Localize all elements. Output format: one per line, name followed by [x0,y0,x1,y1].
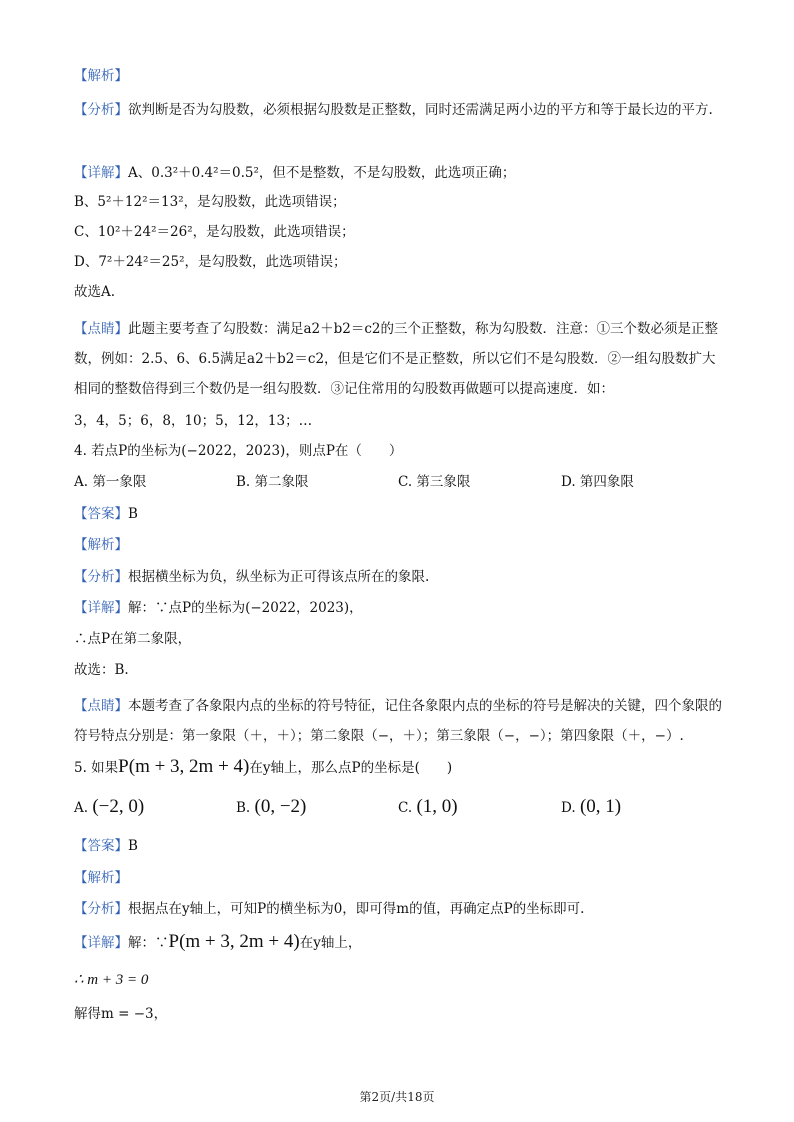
section-label-jiexi: 【解析】 [74,68,128,84]
question-5-stem: 5. 如果P(m + 3, 2m + 4)在y轴上，那么点P的坐标是( ) [74,756,453,777]
q4-analysis: 【分析】根据横坐标为负，纵坐标为正可得该点所在的象限. [74,569,430,585]
q5-option-d: D. (0, 1) [561,796,622,817]
q4-option-b: B. 第二象限 [236,474,309,490]
question-4-stem: 4. 若点P的坐标为(−2022，2023)，则点P在（ ） [74,443,403,459]
q4-option-d: D. 第四象限 [561,474,634,490]
detail-line-a: 【详解】A、0.3²＋0.4²＝0.5²，但不是整数，不是勾股数，此选项正确； [74,165,516,181]
q4-detail: 【详解】解：∵点P的坐标为(−2022，2023)， [74,600,363,616]
conclusion-line: 故选A. [74,284,116,300]
analysis-paragraph: 【分析】欲判断是否为勾股数，必须根据勾股数是正整数，同时还需满足两小边的平方和等于最长边的平方. [74,102,713,118]
q4-label-jiexi: 【解析】 [74,537,128,553]
comment-paragraph: 【点睛】此题主要考查了勾股数：满足a2＋b2＝c2的三个正整数，称为勾股数．注意：①三个数必须是正整数，例如：2.5、6、6.5满足a2＋b2＝c2，但是它们不是正整数，所以它们不是勾股数．②一组勾股数扩大相同的整数倍得到三个数仍是一组勾股数．③记住常用的勾股数再做题可以提高速度．如： [74,321,719,397]
analysis-text: 欲判断是否为勾股数，必须根据勾股数是正整数，同时还需满足两小边的平方和等于最长边的平方. [128,102,713,118]
detail-line-d: D、7²＋24²＝25²，是勾股数，此选项错误； [74,254,347,270]
q4-conclusion: 故选：B. [74,662,129,678]
q5-step-3: 解得m = −3， [74,1006,168,1022]
page-footer: 第2页/共18页 [359,1090,435,1104]
q5-point-expression: P(m + 3, 2m + 4) [118,756,250,777]
q5-option-b: B. (0, −2) [236,796,307,817]
q5-label-jiexi: 【解析】 [74,870,128,886]
q4-answer: 【答案】B [74,506,138,522]
examples-line: 3，4，5；6，8，10；5，12，13；… [74,413,313,429]
q5-analysis: 【分析】根据点在y轴上，可知P的横坐标为0，即可得m的值，再确定点P的坐标即可. [74,901,585,917]
q5-answer: 【答案】B [74,838,138,854]
q4-option-c: C. 第三象限 [398,474,471,490]
comment-text: 此题主要考查了勾股数：满足a2＋b2＝c2的三个正整数，称为勾股数．注意：①三个数必须是正整数，例如：2.5、6、6.5满足a2＋b2＝c2，但是它们不是正整数，所以它们不是勾股数．②一组勾股数扩大相同的整数倍得到三个数仍是一组勾股数．③记住常用的勾股数再做题可以提高速度．如： [74,321,719,397]
q5-option-c: C. (1, 0) [398,796,458,817]
q4-option-a: A. 第一象限 [74,474,147,490]
q5-step-2: ∴ m + 3 = 0 [74,972,149,988]
q4-step-2: ∴点P在第二象限， [74,631,192,647]
detail-line-b: B、5²＋12²＝13²，是勾股数，此选项错误； [74,194,346,210]
q5-option-a: A. (−2, 0) [74,796,145,817]
q5-detail: 【详解】解：∵P(m + 3, 2m + 4)在y轴上， [74,931,362,952]
detail-line-c: C、10²＋24²＝26²，是勾股数，此选项错误； [74,224,355,240]
q4-comment: 【点睛】本题考查了各象限内点的坐标的符号特征，记住各象限内点的坐标的符号是解决的关键，四个象限的符号特点分别是：第一象限（＋，＋）；第二象限（−，＋）；第三象限（−，−）；第四象限（＋，−）. [74,698,722,744]
